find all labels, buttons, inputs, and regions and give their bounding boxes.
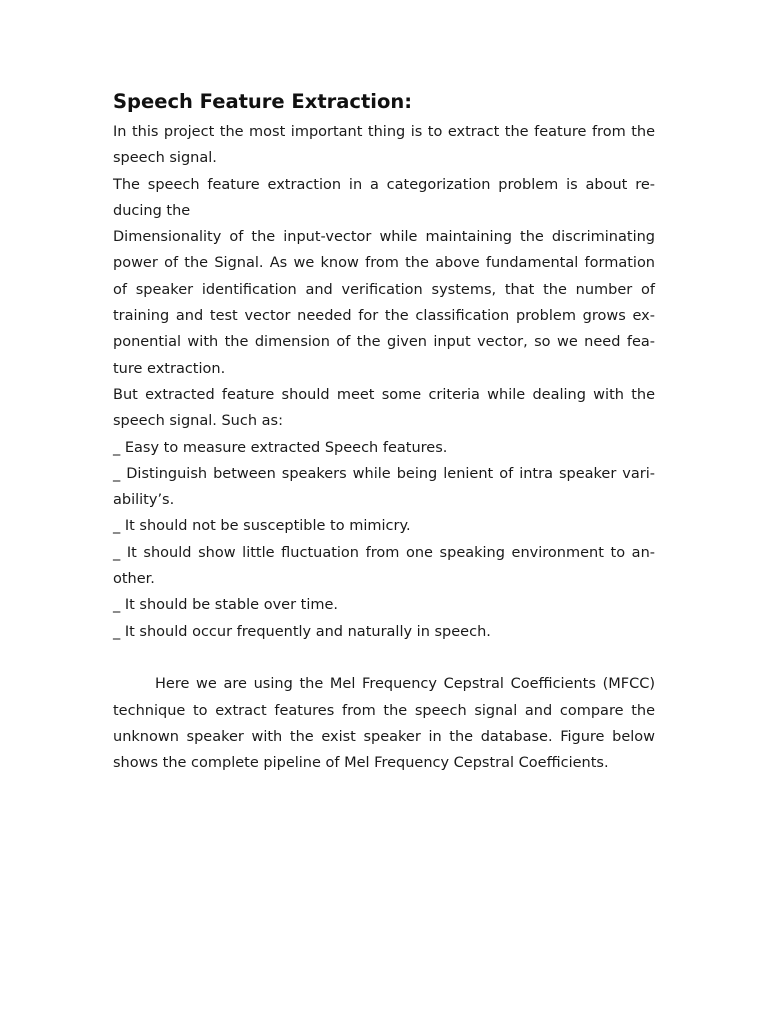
body-line: Here we are using the Mel Frequency Cepstral Coefficients (MFCC) <box>155 676 655 693</box>
criteria-item: ability’s. <box>113 492 175 509</box>
body-line: The speech feature extraction in a categorization problem is about re- <box>113 176 655 193</box>
criteria-item: _ Easy to measure extracted Speech features. <box>113 439 448 456</box>
body-line: speech signal. <box>113 150 217 167</box>
body-line: ture extraction. <box>113 360 226 377</box>
paragraph-gap <box>113 645 655 671</box>
body-block-1 <box>113 119 655 645</box>
body-line: power of the Signal. As we know from the above fundamental formation <box>113 255 655 272</box>
criteria-item: _ Distinguish between speakers while being lenient of intra speaker vari- <box>113 465 655 482</box>
body-block-2 <box>113 671 655 776</box>
criteria-item: _ It should be stable over time. <box>113 597 339 614</box>
criteria-item: _ It should not be susceptible to mimicry. <box>113 518 411 535</box>
body-line: But extracted feature should meet some criteria while dealing with the <box>113 386 655 403</box>
body-line: of speaker identification and verification systems, that the number of <box>113 281 655 298</box>
criteria-item: _ It should show little fluctuation from one speaking environment to an- <box>113 544 655 561</box>
body-line: training and test vector needed for the classification problem grows ex- <box>113 308 655 325</box>
body-line: ducing the <box>113 202 191 219</box>
body-line: Dimensionality of the input-vector while maintaining the discriminating <box>113 229 655 246</box>
body-line: ponential with the dimension of the given input vector, so we need fea- <box>113 334 655 351</box>
section-title: Speech Feature Extraction: <box>113 90 413 113</box>
criteria-item: _ It should occur frequently and naturally in speech. <box>113 623 491 640</box>
body-line: In this project the most important thing is to extract the feature from the <box>113 124 655 140</box>
criteria-item: other. <box>113 571 155 588</box>
body-line: technique to extract features from the speech signal and compare the <box>113 702 655 719</box>
body-line: shows the complete pipeline of Mel Frequency Cepstral Coefficients. <box>113 755 609 772</box>
body-line: speech signal. Such as: <box>113 413 283 430</box>
document-page <box>113 88 655 776</box>
body-line: unknown speaker with the exist speaker in the database. Figure below <box>113 728 655 745</box>
